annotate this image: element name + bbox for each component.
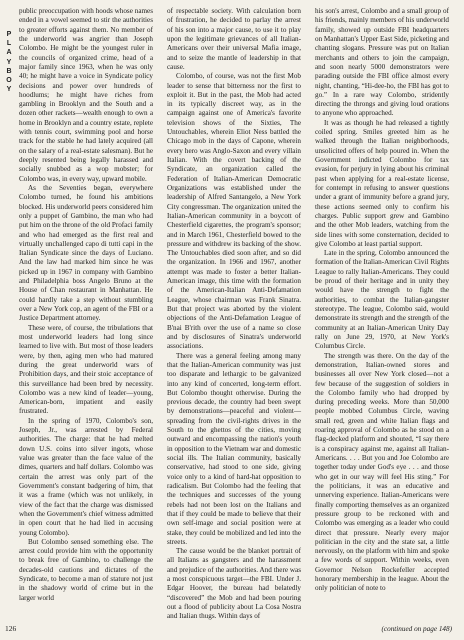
article-paragraph: But Colombo sensed something else. The arrest could provide him with the opportunity to break free of Gambino, to challenge the decades-old cautions and dictates of the Syndicate, to become a man of stature not just in the shadowy world of crime but in the larger world bbox=[19, 537, 153, 602]
article-paragraph: Colombo, of course, was not the first Mob leader to sense that bitterness nor the first to exploit it. But in the past, the Mob had acted in its typically discreet way, as in the campaign against one of America's favorite television shows of the Sixties, The Untouchables, wherein Eliot Ness battled the Chicago mob in the days of Capone, wherein every hero was Anglo-Saxon and every villain Italian. With the covert backing of the Syndicate, an organization called the Federation of Italian-American Democratic Organizations was established under the leadership of Alfred Santangelo, a New York City congressman. The organization united the Italian-American community in a boycott of Chesterfield cigarettes, the program's sponsor; and in March 1961, Chesterfield bowed to the pressure and withdrew its backing of the show. The Untouchables died soon after, and so did the organization. In 1966 and 1967, another attempt was made to foster a better Italian-American image, this time with the formation of the American-Italian Anti-Defamation League, whose chairman was Frank Sinatra. But that project was aborted by the violent objections of the Anti-Defamation League of B'nai B'rith over the use of a name so close and by disclosures of Sinatra's underworld associations. bbox=[167, 72, 301, 351]
article-paragraph: of respectable society. With calculation born of frustration, he decided to parlay the arrest of his son into a major cause, to use it to play upon the legitimate grievances of all Italian-Americans over their universal Mafia image, and to seize the mantle of leadership in that cause. bbox=[167, 7, 301, 71]
article-paragraph: his son's arrest, Colombo and a small group of his friends, mainly members of his underworld family, showed up outside FBI headquarters on Manhattan's Upper East Side, picketing and chanting slogans. Pressure was put on Italian merchants and others to join the campaign, and soon nearly 5000 demonstrators were parading outside the FBI office almost every night, chanting, “Hi-dee-ho, the FBI has got to go.” In a rare way Colombo, stridently directing the throngs and giving loud orations to anyone who approached. bbox=[315, 7, 449, 118]
brand-letter: O bbox=[6, 77, 12, 85]
article-paragraph: These were, of course, the tribulations that most underworld leaders had long since learned to live with. But most of those leaders were, by then, aging men who had matured during the great underworld wars of Prohibition days, and their stoic acceptance of this surveillance had been bred by necessity. Colombo was a new kind of leader—young, American-born, impatient and easily frustrated. bbox=[19, 323, 153, 416]
article-paragraph: The cause would be the blanket portrait of all Italians as gangsters and the harassment and prejudice of the authorities. And there was a most conspicuous target—the FBI. Under J. Edgar Hoover, the bureau had belatedly “discovered” the Mob and had been pouring out a flood of publicity about La Cosa Nostra and Italian thugs. Within days of bbox=[167, 547, 301, 621]
article-column-1 bbox=[19, 7, 153, 603]
continued-note: (continued on page 148) bbox=[381, 625, 452, 633]
article-paragraph: Late in the spring, Colombo announced the formation of the Italian-American Civil Rights League to rally Italian-Americans. They could be proud of their heritage and in unity they would have the strength to fight the authorities, to combat the Italian-gangster stereotype. The league, Colombo said, would demonstrate its strength and the strength of the community at an Italian-American Unity Day rally on June 29, 1970, at New York's Columbus Circle. bbox=[315, 249, 449, 351]
article-paragraph: In the spring of 1970, Colombo's son, Joseph, Jr., was arrested by Federal authorities. The charge: that he had melted down U.S. coins into silver ingots, whose value was greater than the face value of the dimes, quarters and half dollars. Colombo was certain the arrest was only part of the Government's constant badgering of him, that it was a frame (which was not unlikely, in view of the fact that the charge was dismissed when the Government's chief witness admitted in open court that he had lied in accusing young Colombo). bbox=[19, 416, 153, 537]
article-column-2 bbox=[167, 7, 301, 622]
article-paragraph: As the Seventies began, everywhere Colombo turned, he found his ambitions blocked. His underworld peers considered him only a puppet of Gambino, the man who had put him on the throne of the old Profaci family and who had emerged as the first real and virtually unchallenged capo di tutti capi in the Italian Syndicate since the days of Luciano. And the law had marked him since he was picked up in 1967 in company with Gambino and Philadelphia boss Angelo Bruno at the House of Chan restaurant in Manhattan. He could hardly take a step without stumbling over a New York cop, an agent of the FBI or a Justice Department attorney. bbox=[19, 183, 153, 323]
article-paragraph: There was a general feeling among many that the Italian-American community was just too disparate and lethargic to be galvanized into any kind of concerted, long-term effort. But Colombo thought otherwise. During the previous decade, the country had been swept by demonstrations—peaceful and violent—spreading from the civil-rights drives in the South to the ghettos of the cities, moving outward and encompassing the nation's youth in opposition to the Vietnam war and domestic social ills. The Italian community, basically conservative, had stood to one side, giving voice only to a kind of hard-hat opposition to radicalism. But Colombo had the feeling that the techniques and successes of the young rebels had not been lost on the Italians and that if they could be made to believe that their own self-image and social position were at stake, they could be mobilized and led into the streets. bbox=[167, 351, 301, 546]
article-paragraph: public preoccupation with hoods whose names ended in a vowel seemed to stir the authorities to greater efforts against them. No member of the underworld was angrier than Joseph Colombo. He might be the youngest ruler in the councils of organized crime, head of a major family since 1963, when he was only 40; he might have a voice in Syndicate policy decisions and power over hundreds of hoodlums; he might have riches from gambling in Brooklyn and the South and a dozen other rackets—wealth enough to own a home in Brooklyn and a country estate, replete with tennis court, swimming pool and horse track for the stable he had lately acquired (all on the salary of a real-estate salesman). But he deeply resented being legally harassed and socially snubbed as a wop mobster; for Colombo was, in every way, upward mobile. bbox=[19, 7, 153, 183]
article-paragraph: The strength was there. On the day of the demonstration, Italian-owned stores and businesses all over New York closed—not a few because of the suggestion of soldiers in the Colombo family who had dropped by during preceding weeks. More than 50,000 people mobbed Columbus Circle, waving small red, green and white Italian flags and roaring approval of Colombo as he stood on a flag-decked platform and shouted, “I say there is a conspiracy against me, against all Italian-Americans. . . . But you and Joe Colombo are together today under God's eye . . . and those who get in our way will feel His sting.” For the politicians, it was an educative and unnerving experience. Italian-Americans were finally comporting themselves as an organized pressure group to be reckoned with and Colombo was emerging as a leader who could direct that pressure. Nearly every major politician in the city and the state sat, a little nervously, on the platform with him and spoke a few words of support. Within weeks, even Governor Nelson Rockefeller accepted honorary membership in the league. About the only politician of note to bbox=[315, 351, 449, 593]
brand-letter: B bbox=[6, 67, 12, 75]
brand-letter: P bbox=[6, 31, 12, 38]
article-paragraph: It was as though he had released a tightly coiled spring. Smiles greeted him as he walked through the Italian neighborhoods, unsolicited offers of help poured in. When the Government indicted Colombo for tax evasion, for perjury in lying about his criminal past when applying for a real-estate license, for contempt in refusing to answer questions under a grant of immunity before a grand jury, these actions seemed only to confirm his charges. Public support grew and Gambino and the other Mob leaders, watching from the side lines with some consternation, decided to give Colombo at least partial support. bbox=[315, 118, 449, 248]
brand-letter: Y bbox=[6, 58, 12, 66]
article-column-3 bbox=[315, 7, 449, 594]
magazine-brand-vertical bbox=[4, 30, 14, 94]
page-number: 126 bbox=[5, 624, 17, 633]
brand-letter: Y bbox=[6, 86, 12, 94]
brand-letter: A bbox=[6, 49, 12, 57]
brand-letter: L bbox=[6, 40, 12, 48]
